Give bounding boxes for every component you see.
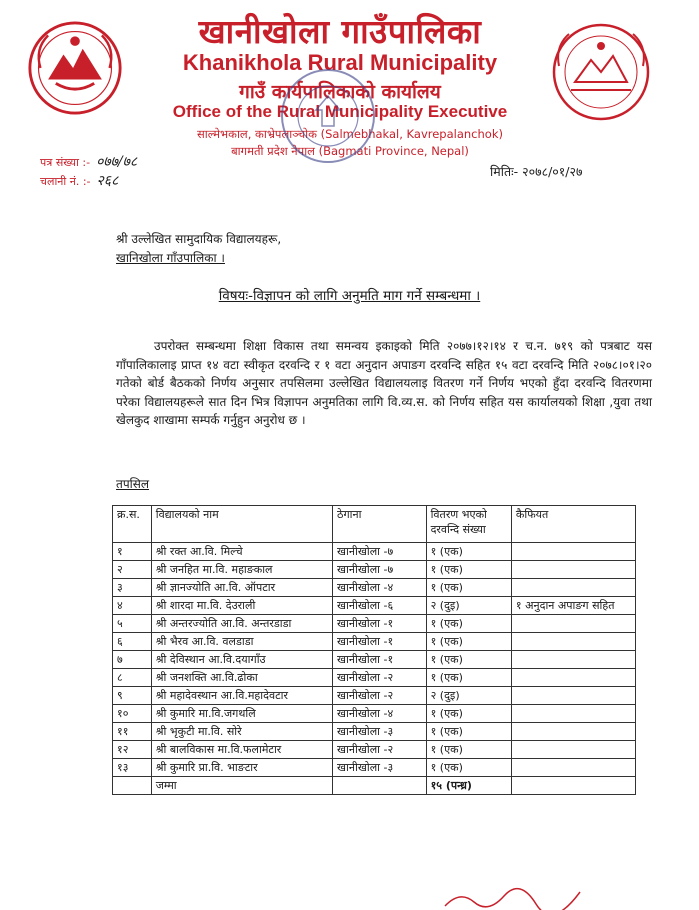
table-row <box>113 615 636 633</box>
table-row <box>113 705 636 723</box>
row-serial: ३ <box>113 579 152 597</box>
table-header-row <box>113 506 636 543</box>
row-remarks <box>511 579 635 597</box>
table-row <box>113 669 636 687</box>
row-school-name: श्री भृकुटी मा.वि. सोरे <box>151 723 332 741</box>
row-address: खानीखोला -१ <box>333 651 427 669</box>
row-serial: १० <box>113 705 152 723</box>
table-row <box>113 579 636 597</box>
table-total-row <box>113 777 636 795</box>
recipient-line-2: खानिखोला गाँउपालिका । <box>116 251 225 265</box>
row-allocated-posts: १ (एक) <box>426 741 511 759</box>
letter-body: उपरोक्त सम्बन्धमा शिक्षा विकास तथा समन्वय इकाइको मिति २०७७।१२।१४ र च.न. ७१९ को पत्रबाट यस गाँपालिकालाइ प्राप्त १४ वटा स्वीकृत दरवन्दि र १ वटा अनुदान अपाङग दरवन्दि सहित १५ वटा दरवन्दि मिति २०७८।०१।२० गतेको बोर्ड बैठकको निर्णय अनुसार तपसिलमा उल्लेखित विद्यालयलाइ वितरण गर्ने निर्णय भएको हुँदा दरवन्दि वितरणमा परेका विद्यालयहरूले सात दिन भित्र विज्ञापन अनुमतिका लागि वि.व्य.स. को निर्णय सहित यस कार्यालयको शिक्षा ,युवा तथा खेलकुद शाखामा सम्पर्क गर्नुहुन अनुरोध छ । <box>116 339 652 427</box>
row-allocated-posts: १ (एक) <box>426 651 511 669</box>
letter-subject: विषयः-विज्ञापन को लागि अनुमति माग गर्ने सम्बन्धमा । <box>218 288 481 304</box>
municipality-name-en: Khanikhola Rural Municipality <box>182 50 498 75</box>
row-school-name: श्री कुमारि मा.वि.जगथलि <box>151 705 332 723</box>
table-row <box>113 687 636 705</box>
row-address: खानीखोला -७ <box>333 543 427 561</box>
row-address: खानीखोला -२ <box>333 669 427 687</box>
nepal-emblem-logo <box>26 20 124 116</box>
row-address: खानीखोला -७ <box>333 561 427 579</box>
row-address: खानीखोला -३ <box>333 723 427 741</box>
header-address: ठेगाना <box>333 506 427 543</box>
row-remarks <box>511 651 635 669</box>
row-serial: २ <box>113 561 152 579</box>
row-school-name: श्री बालविकास मा.वि.फलामेटार <box>151 741 332 759</box>
table-row <box>113 741 636 759</box>
row-serial: १३ <box>113 759 152 777</box>
reference-number-value: ०७७/७८ <box>96 154 138 170</box>
row-allocated-posts: १ (एक) <box>426 759 511 777</box>
total-value: १५ (पन्ध्र) <box>426 777 511 795</box>
row-remarks <box>511 759 635 777</box>
municipality-name-np: खानीखोला गाउँपालिका <box>198 12 482 51</box>
row-address: खानीखोला -६ <box>333 597 427 615</box>
row-allocated-posts: १ (एक) <box>426 561 511 579</box>
row-school-name: श्री अन्तरज्योति आ.वि. अन्तरडाडा <box>151 615 332 633</box>
office-stamp <box>278 66 378 166</box>
row-allocated-posts: १ (एक) <box>426 579 511 597</box>
header-school-name: विद्यालयको नाम <box>151 506 332 543</box>
row-address: खानीखोला -१ <box>333 633 427 651</box>
row-remarks <box>511 687 635 705</box>
row-school-name: श्री भैरव आ.वि. वलडाडा <box>151 633 332 651</box>
row-remarks <box>511 669 635 687</box>
row-serial: ८ <box>113 669 152 687</box>
row-remarks <box>511 633 635 651</box>
row-address: खानीखोला -१ <box>333 615 427 633</box>
row-remarks <box>511 705 635 723</box>
header-remarks: कैफियत <box>511 506 635 543</box>
row-allocated-posts: १ (एक) <box>426 615 511 633</box>
row-address: खानीखोला -२ <box>333 687 427 705</box>
row-address: खानीखोला -४ <box>333 705 427 723</box>
row-address: खानीखोला -४ <box>333 579 427 597</box>
office-name-np: गाउँ कार्यपालिकाको कार्यालय <box>239 81 441 103</box>
row-school-name: श्री देविस्थान आ.वि.दयागाँउ <box>151 651 332 669</box>
reference-number: पत्र संख्या :- ०७७/७८ <box>40 154 138 170</box>
table-row <box>113 597 636 615</box>
row-serial: १ <box>113 543 152 561</box>
row-serial: ११ <box>113 723 152 741</box>
office-name-en: Office of the Rural Municipality Executive <box>172 102 508 121</box>
row-remarks: १ अनुदान अपाङग सहित <box>511 597 635 615</box>
row-allocated-posts: १ (एक) <box>426 723 511 741</box>
row-allocated-posts: १ (एक) <box>426 669 511 687</box>
row-school-name: श्री महादेवस्थान आ.वि.महादेवटार <box>151 687 332 705</box>
row-allocated-posts: १ (एक) <box>426 633 511 651</box>
total-label: जम्मा <box>151 777 332 795</box>
row-school-name: श्री कुमारि प्रा.वि. भाङटार <box>151 759 332 777</box>
row-serial: ४ <box>113 597 152 615</box>
row-address: खानीखोला -३ <box>333 759 427 777</box>
table-row <box>113 651 636 669</box>
row-allocated-posts: २ (दुइ) <box>426 687 511 705</box>
row-remarks <box>511 561 635 579</box>
row-allocated-posts: १ (एक) <box>426 543 511 561</box>
row-school-name: श्री शारदा मा.वि. देउराली <box>151 597 332 615</box>
header-serial: क्र.स. <box>113 506 152 543</box>
table-row <box>113 543 636 561</box>
row-school-name: श्री जनहित मा.वि. महाङकाल <box>151 561 332 579</box>
row-allocated-posts: २ (दुइ) <box>426 597 511 615</box>
table-row <box>113 561 636 579</box>
recipient-line-1: श्री उल्लेखित सामुदायिक विद्यालयहरू, <box>116 232 282 246</box>
row-school-name: श्री रक्त आ.वि. मिल्चे <box>151 543 332 561</box>
row-allocated-posts: १ (एक) <box>426 705 511 723</box>
row-remarks <box>511 741 635 759</box>
table-row <box>113 759 636 777</box>
letter-date: मितिः- २०७८/०१/२७ <box>490 164 583 179</box>
dispatch-number-value: २६८ <box>96 173 119 189</box>
row-address: खानीखोला -२ <box>333 741 427 759</box>
row-remarks <box>511 723 635 741</box>
dispatch-number: चलानी नं. :- २६८ <box>40 173 119 189</box>
header-allocated-posts: वितरण भएको दरवन्दि संख्या <box>426 506 511 543</box>
signature <box>440 884 590 910</box>
address-line-2: बागमती प्रदेश नेपाल (Bagmati Province, Nepal) <box>231 144 469 158</box>
row-serial: ७ <box>113 651 152 669</box>
row-serial: ९ <box>113 687 152 705</box>
school-allocation-table <box>112 505 636 795</box>
details-heading: तपसिल <box>116 477 150 491</box>
row-remarks <box>511 615 635 633</box>
municipality-seal-logo <box>550 22 652 122</box>
row-serial: ६ <box>113 633 152 651</box>
address-line-1: साल्मेभकाल, काभ्रेपलाञ्चोक (Salmebhakal, Kavrepalanchok) <box>197 127 503 141</box>
row-serial: १२ <box>113 741 152 759</box>
row-school-name: श्री जनशक्ति आ.वि.ढोका <box>151 669 332 687</box>
table-row <box>113 633 636 651</box>
table-row <box>113 723 636 741</box>
row-remarks <box>511 543 635 561</box>
row-serial: ५ <box>113 615 152 633</box>
row-school-name: श्री ज्ञानज्योति आ.वि. ऑपटार <box>151 579 332 597</box>
